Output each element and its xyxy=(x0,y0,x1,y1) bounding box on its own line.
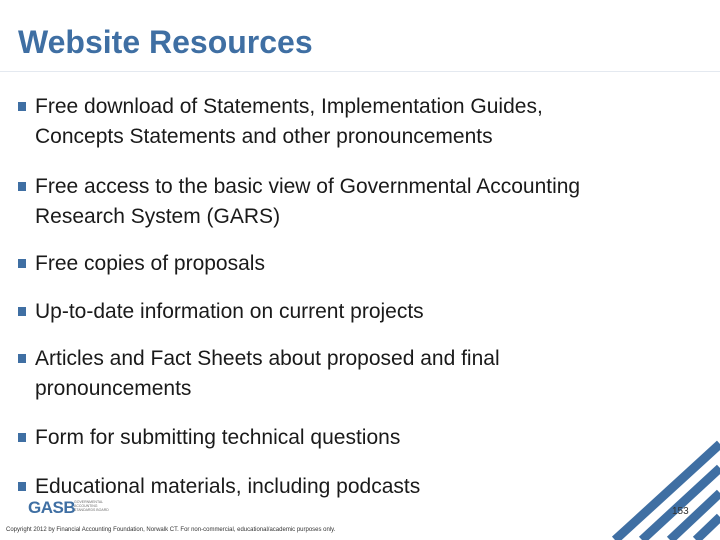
square-bullet-icon xyxy=(18,482,26,491)
bullet-text: Free download of Statements, Implementation Guides, xyxy=(35,95,543,118)
bullet-text-continued: Concepts Statements and other pronouncements xyxy=(35,125,493,148)
bullet-text-continued: pronouncements xyxy=(35,377,192,400)
bullet-item xyxy=(18,172,708,232)
bullet-text: Articles and Fact Sheets about proposed and final xyxy=(35,347,500,370)
square-bullet-icon xyxy=(18,182,26,191)
logo-subtitle: GOVERNMENTAL ACCOUNTING STANDARDS BOARD xyxy=(74,500,109,512)
square-bullet-icon xyxy=(18,259,26,268)
bullet-text: Form for submitting technical questions xyxy=(35,426,401,449)
square-bullet-icon xyxy=(18,433,26,442)
gasb-logo xyxy=(28,498,109,518)
slide-title: Website Resources xyxy=(18,24,313,60)
bullet-text: Free access to the basic view of Governmental Accounting xyxy=(35,175,581,198)
bullet-text-continued: Research System (GARS) xyxy=(35,205,281,228)
slide-number: 153 xyxy=(672,506,689,517)
title-divider xyxy=(0,71,720,72)
bullet-text: Free copies of proposals xyxy=(35,252,265,275)
diagonal-stripes-decoration xyxy=(490,400,720,540)
copyright-footer: Copyright 2012 by Financial Accounting Foundation, Norwalk CT. For non-commercial, educational/academic purposes only. xyxy=(6,527,336,533)
bullet-item xyxy=(18,249,708,279)
square-bullet-icon xyxy=(18,307,26,316)
bullet-item xyxy=(18,344,708,404)
bullet-text: Up-to-date information on current projects xyxy=(35,300,424,323)
bullet-item xyxy=(18,297,708,327)
bullet-text: Educational materials, including podcasts xyxy=(35,475,421,498)
bullet-item xyxy=(18,92,708,152)
square-bullet-icon xyxy=(18,354,26,363)
logo-wordmark: GASB xyxy=(28,498,76,517)
square-bullet-icon xyxy=(18,102,26,111)
